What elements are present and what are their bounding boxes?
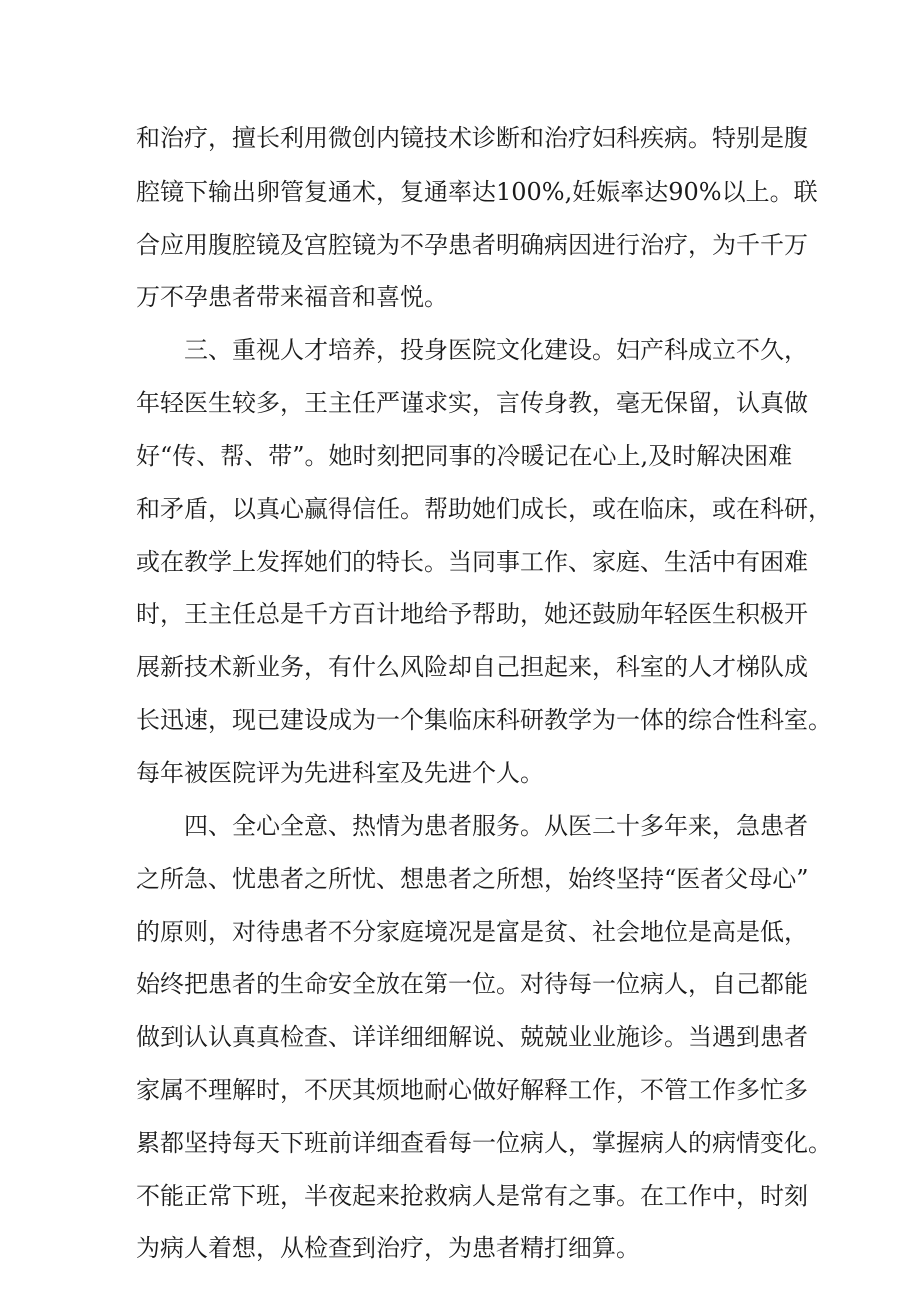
text-line: 和矛盾，以真心赢得信任。帮助她们成长，或在临床，或在科研，: [136, 495, 832, 523]
paragraph-first-line: 三、重视人才培养，投身医院文化建设。妇产科成立不久，: [184, 336, 808, 364]
text-line: 好“传、帮、带”。她时刻把同事的冷暖记在心上,及时解决困难: [136, 442, 793, 470]
text-line: 之所急、忧患者之所忧、想患者之所想，始终坚持“医者父母心”: [136, 865, 809, 893]
text-line: 或在教学上发挥她们的特长。当同事工作、家庭、生活中有困难: [136, 548, 808, 576]
text-line: 家属不理解时，不厌其烦地耐心做好解释工作，不管工作多忙多: [136, 1076, 808, 1104]
text-line: 始终把患者的生命安全放在第一位。对待每一位病人，自己都能: [136, 970, 808, 998]
paragraph-first-line: 四、全心全意、热情为患者服务。从医二十多年来，急患者: [184, 812, 808, 840]
text-line: 万不孕患者带来福音和喜悦。: [136, 283, 448, 311]
text-line: 做到认认真真检查、详详细细解说、兢兢业业施诊。当遇到患者: [136, 1023, 808, 1051]
text-line: 为病人着想，从检查到治疗，为患者精打细算。: [136, 1234, 640, 1262]
text-line: 年轻医生较多，王主任严谨求实，言传身教，毫无保留，认真做: [136, 389, 808, 417]
text-line: 和治疗，擅长利用微创内镜技术诊断和治疗妇科疾病。特别是腹: [136, 124, 808, 152]
text-line: 腔镜下输出卵管复通术，复通率达100%,妊娠率达90%以上。联: [136, 178, 818, 206]
text-line: 合应用腹腔镜及宫腔镜为不孕患者明确病因进行治疗，为千千万: [136, 231, 808, 259]
text-line: 长迅速，现已建设成为一个集临床科研教学为一体的综合性科室。: [136, 706, 832, 734]
text-line: 累都坚持每天下班前详细查看每一位病人，掌握病人的病情变化。: [136, 1129, 832, 1157]
text-line: 每年被医院评为先进科室及先进个人。: [136, 759, 544, 787]
text-line: 时，王主任总是千方百计地给予帮助，她还鼓励年轻医生积极开: [136, 600, 808, 628]
text-line: 不能正常下班，半夜起来抢救病人是常有之事。在工作中，时刻: [136, 1182, 808, 1210]
text-line: 展新技术新业务，有什么风险却自己担起来，科室的人才梯队成: [136, 653, 808, 681]
text-line: 的原则，对待患者不分家庭境况是富是贫、社会地位是高是低，: [136, 918, 808, 946]
